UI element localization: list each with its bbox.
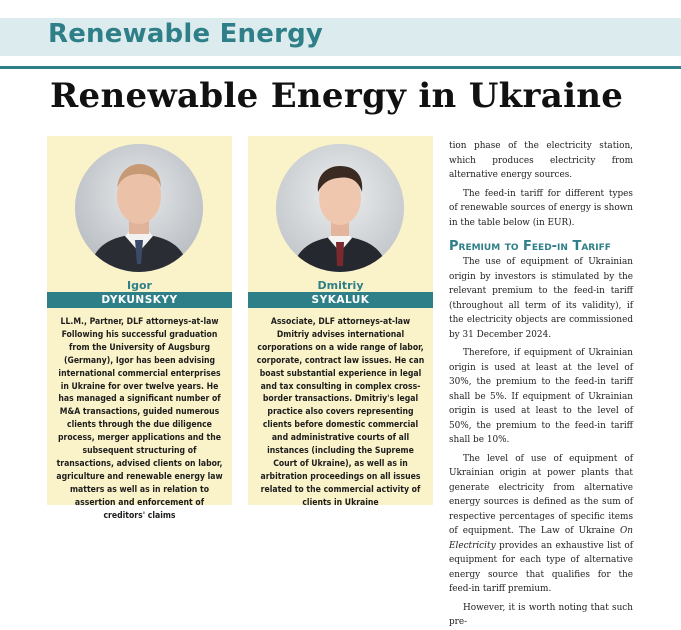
- body-text: The level of use of equipment of Ukrainian origin at power plants that generate electricity from alternative energy sources is defined as the sum of respective percentages of specific items of equipment. The Law of Ukraine: [449, 453, 633, 536]
- article-body-column: [449, 139, 633, 630]
- profile-first-name: Igor: [127, 279, 152, 292]
- body-paragraph: tion phase of the electricity station, which produces electricity from alternative energy sources.: [449, 141, 633, 180]
- law-title: On Electricity: [449, 526, 633, 551]
- header-rule: [0, 66, 681, 69]
- body-paragraph: The use of equipment of Ukrainian origin by investors is stimulated by the relevant premium to the feed-in tariff (throughout all term of its validity), if the electricity objects are commissioned by 31 December 2024.: [449, 257, 633, 340]
- profile-card-dmitriy: [248, 136, 433, 508]
- section-title: Renewable Energy: [48, 19, 324, 49]
- portrait-photo: [75, 144, 203, 272]
- profile-bio: LL.M., Partner, DLF attorneys-at-law Following his successful graduation from the University of Augsburg (Germany), Igor has been advising international commercial enterprises in Ukraine for over twelve years. He has managed a significant number of M&A transactions, guided numerous clients through the due diligence process, merger applications and the subsequent structuring of transactions, advised clients on labor, agriculture and renewable energy law matters as well as in relation to assertion and enforcement of creditors' claims: [56, 317, 223, 521]
- subheading: Premium to Feed-in Tariff: [449, 239, 611, 254]
- profile-card-igor: [47, 136, 232, 521]
- portrait-photo: [276, 144, 404, 272]
- body-paragraph: The feed-in tariff for different types of renewable sources of energy is shown in the table below (in EUR).: [449, 188, 633, 228]
- body-paragraph: Therefore, if equipment of Ukrainian origin is used at least at the level of 30%, the premium to the feed-in tariff shall be 5%. If equipment of Ukrainian origin is used at least to the level of 50%, the premium to the feed-in tariff shall be 10%.: [449, 348, 633, 445]
- profile-first-name: Dmitriy: [317, 279, 364, 292]
- body-paragraph: [449, 452, 633, 597]
- profile-last-name: SYKALUK: [248, 292, 433, 308]
- body-paragraph: However, it is worth noting that such pre-: [449, 602, 633, 627]
- article-title: Renewable Energy in Ukraine: [50, 76, 624, 116]
- profile-last-name: DYKUNSKYY: [47, 292, 232, 308]
- profile-bio: Associate, DLF attorneys-at-law Dmitriy advises international corporations on a wide range of labor, corporate, contract law issues. He can boast substantial experience in legal and tax consulting in complex cross-border transactions. Dmitriy's legal practice also covers representing clients before domestic commercial and administrative courts of all instances (including the Supreme Court of Ukraine), as well as in arbitration proceedings on all issues related to the commercial activity of clients in Ukraine: [256, 317, 425, 508]
- body-text: provides an exhaustive list of equipment for each type of alternative energy source that qualifies for the feed-in tariff premium.: [449, 540, 633, 594]
